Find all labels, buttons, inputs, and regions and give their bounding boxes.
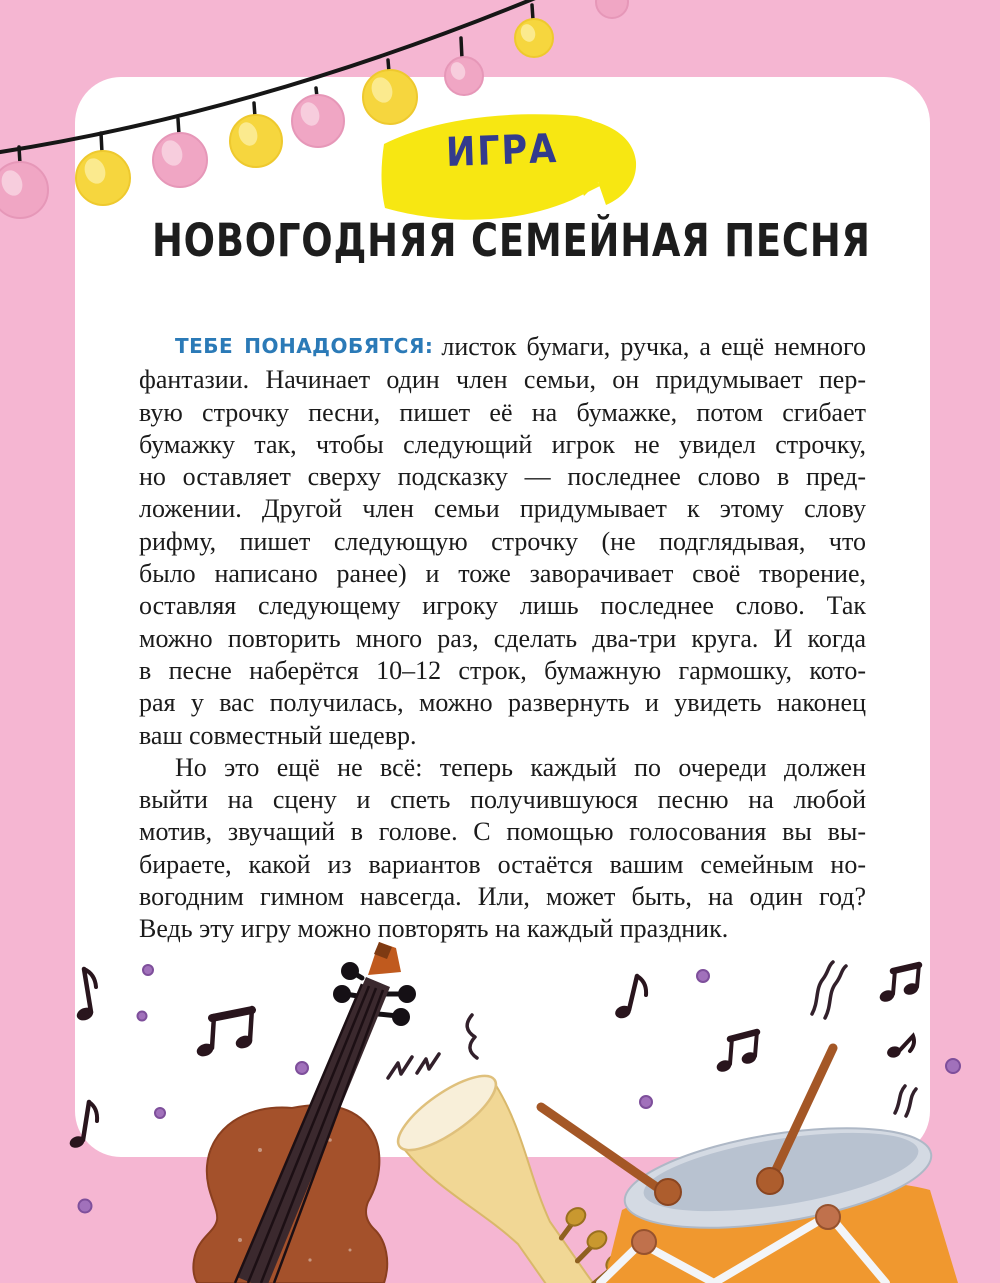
text-line: было написано ранее) и тоже заворачивает своё творение, <box>139 559 866 589</box>
violin-illustration <box>193 942 416 1283</box>
instruments-illustration <box>0 940 1000 1283</box>
text-line: в песне наберётся 10–12 строк, бумажную гармошку, кото- <box>139 655 866 685</box>
text-line: можно повторить много раз, сделать два-три круга. И когда <box>139 623 866 653</box>
text-line: ваш совместный шедевр. <box>139 720 417 750</box>
text-line: бумажку так, чтобы следующий игрок не увидел строчку, <box>139 429 866 459</box>
badge-label: ИГРА <box>445 126 559 176</box>
text-line: Но это ещё не всё: теперь каждый по очереди должен <box>175 752 866 782</box>
text-line: ложении. Другой член семьи придумывает к этому слову <box>139 494 866 524</box>
text-line: бираете, какой из вариантов остаётся вашим семейным но- <box>139 849 866 879</box>
lead-label: ТЕБЕ ПОНАДОБЯТСЯ: <box>175 334 434 358</box>
text-line: фантазии. Начинает один член семьи, он придумывает пер- <box>139 365 866 395</box>
text-line: рифму, пишет следующую строчку (не подглядывая, что <box>139 526 866 556</box>
article-text <box>139 331 866 946</box>
page-title: НОВОГОДНЯЯ СЕМЕЙНАЯ ПЕСНЯ <box>151 214 871 267</box>
text-line: рая у вас получилась, можно развернуть и увидеть наконец <box>139 688 866 718</box>
text-line: оставляя следующему игроку лишь последнее слово. Так <box>139 591 866 621</box>
text-line: Ведь эту игру можно повторять на каждый праздник. <box>139 914 729 944</box>
ribbon-banner <box>372 106 662 221</box>
text-line: мотив, звучащий в голове. С помощью голосования вы вы- <box>139 817 866 847</box>
text-line: вую строчку песни, пишет её на бумажке, потом сгибает <box>139 397 866 427</box>
text-line: но оставляет сверху подсказку — последнее слово в пред- <box>139 462 866 492</box>
text-line: ТЕБЕ ПОНАДОБЯТСЯ: листок бумаги, ручка, а ещё немного <box>175 332 867 361</box>
drum-illustration <box>541 1048 958 1283</box>
text-line: вогодним гимном навсегда. Или, может быть, на один год? <box>139 882 866 912</box>
text-line: выйти на сцену и спеть получившуюся песню на любой <box>139 785 866 815</box>
